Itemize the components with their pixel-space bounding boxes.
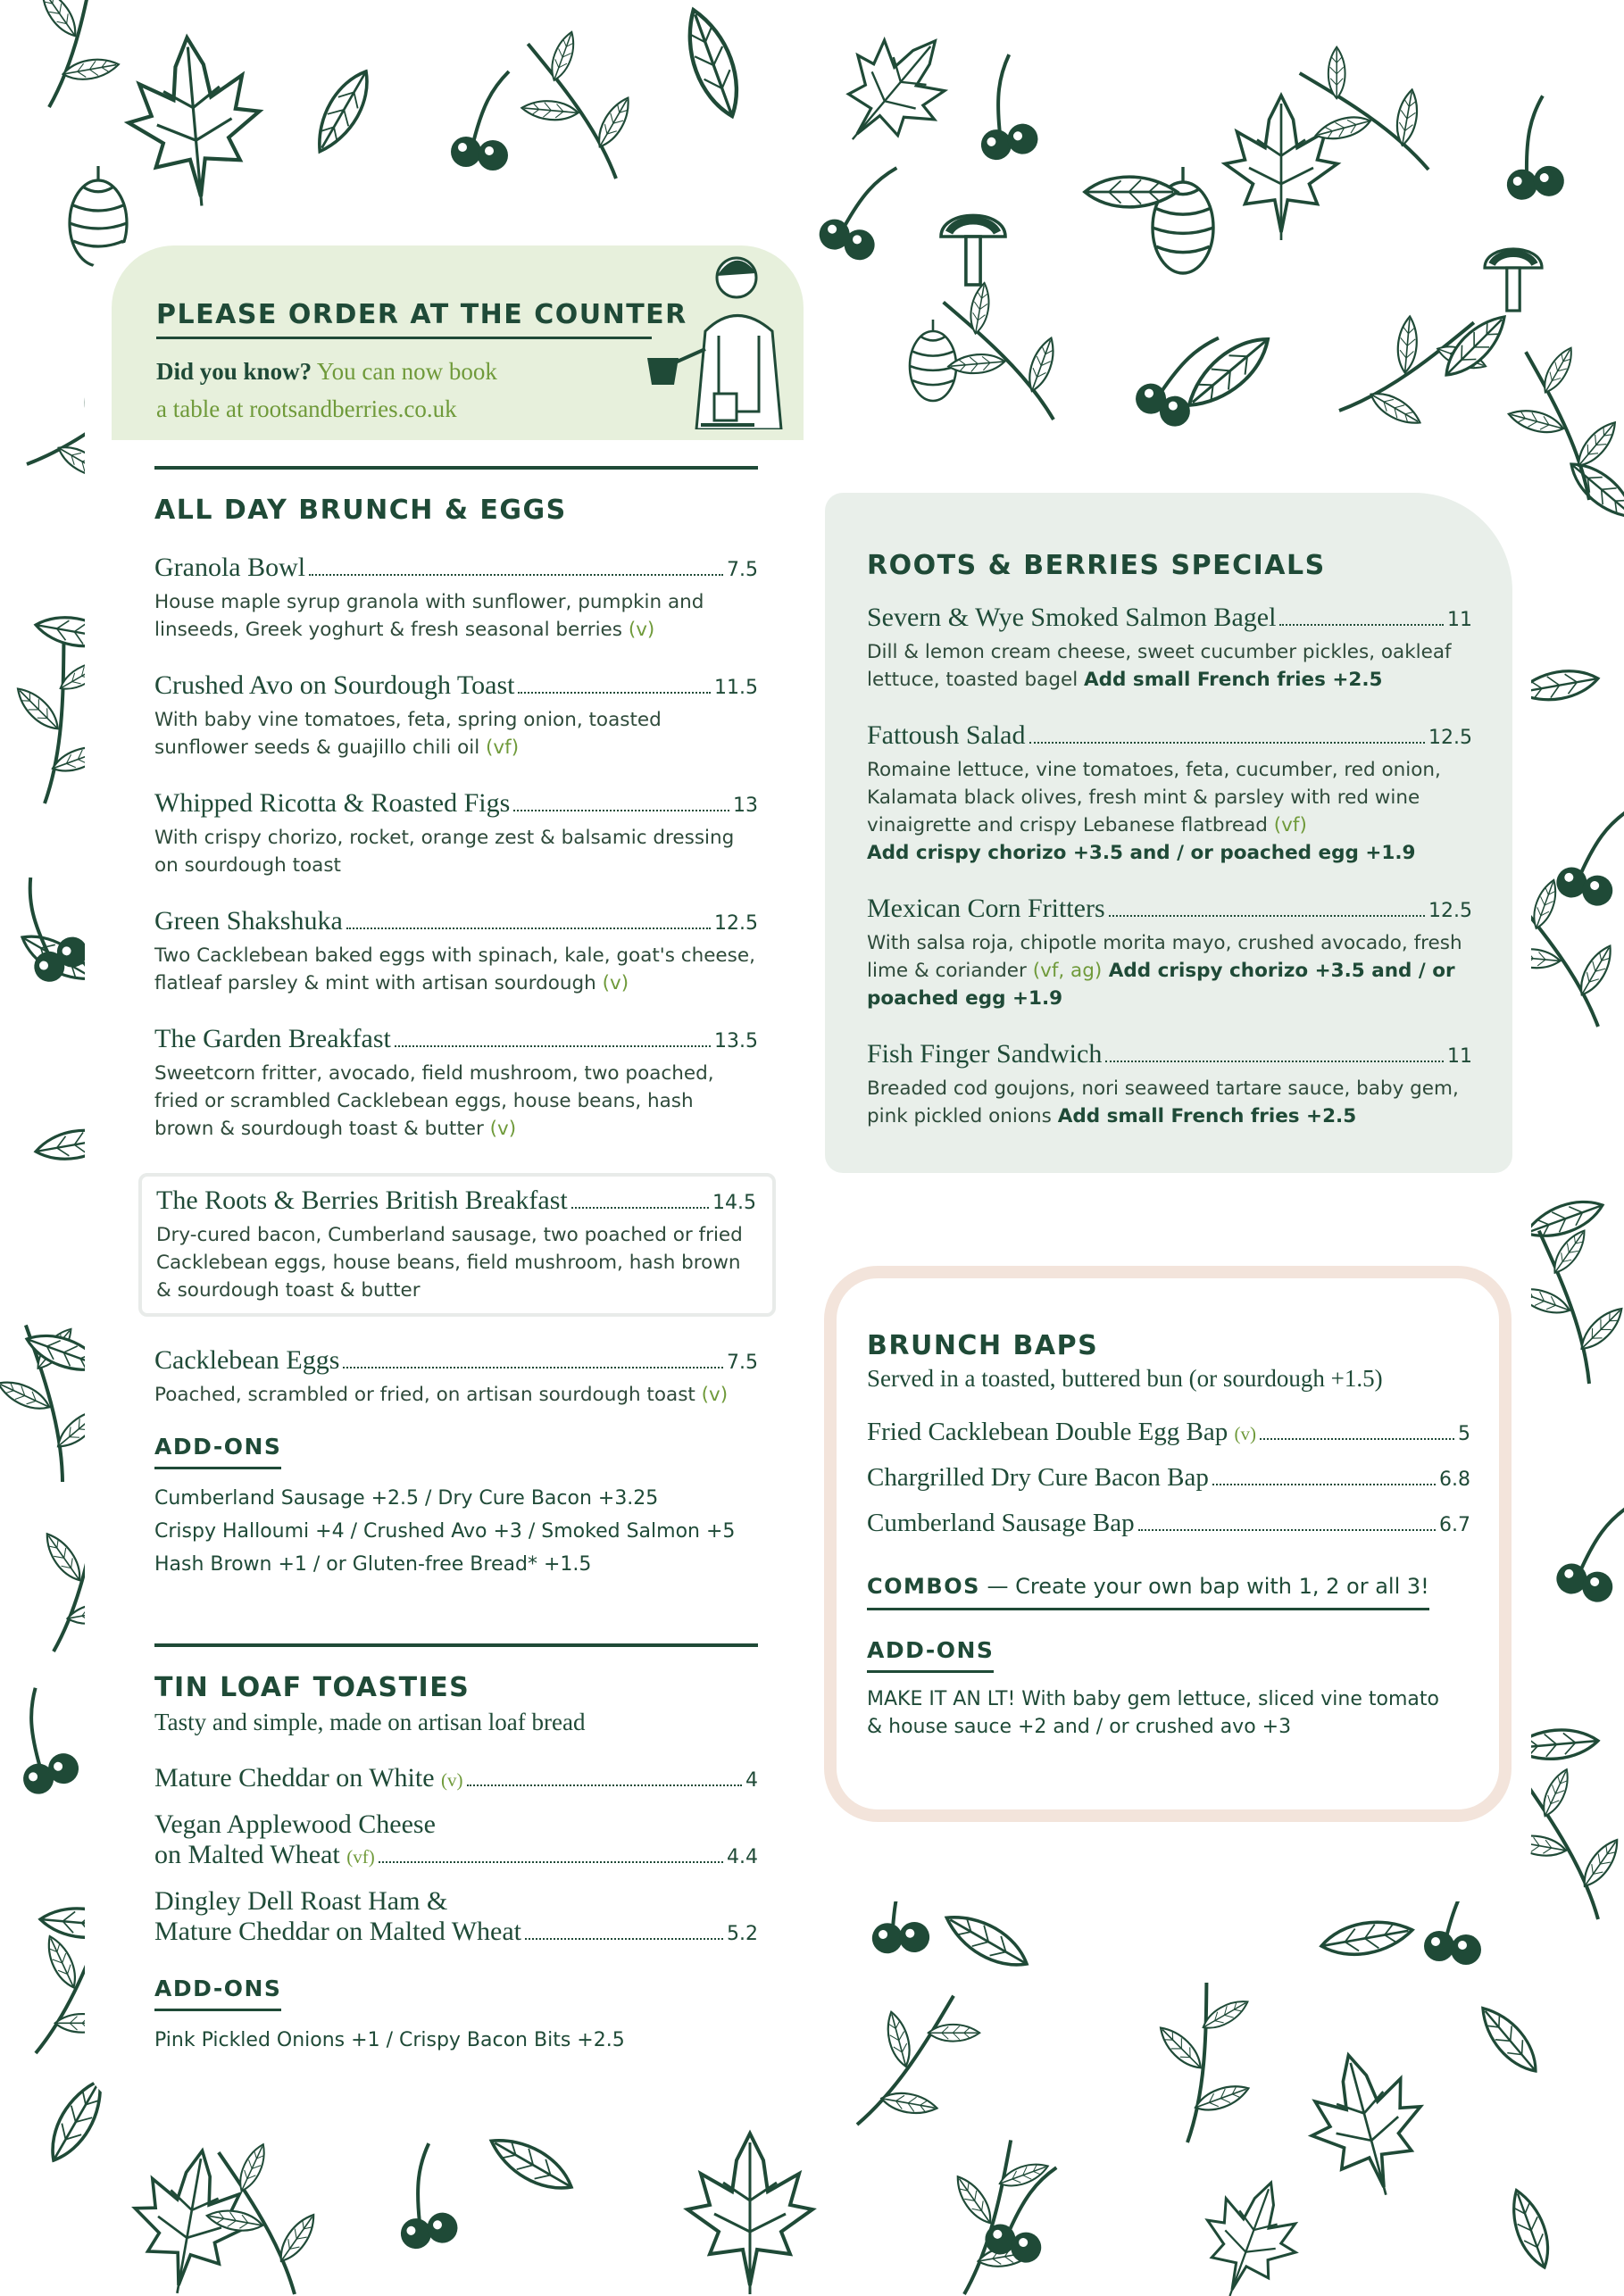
item-price: 11.5 — [714, 677, 758, 699]
diet-tag: (vf) — [346, 1846, 375, 1868]
item-name-line1: Dingley Dell Roast Ham & — [154, 1886, 448, 1916]
special-item-fish-finger — [867, 1039, 1472, 1130]
diet-tag: (v) — [489, 1118, 517, 1140]
addon-line: Crispy Halloumi +4 / Crushed Avo +3 / Smoked Salmon +5 — [154, 1520, 736, 1543]
toasties-section-title: TIN LOAF TOASTIES — [154, 1672, 471, 1703]
diet-tag: (v) — [701, 1384, 729, 1406]
item-price: 12.5 — [1428, 900, 1472, 922]
did-you-know: Did you know? — [156, 358, 312, 385]
item-addon: Add crispy chorizo +3.5 and / or poached egg +1.9 — [867, 960, 1455, 1010]
item-price: 13 — [733, 794, 758, 817]
item-description: Dry-cured bacon, Cumberland sausage, two poached or fried Cacklebean eggs, house beans, field mushroom, hash brown & sourdough toast & butter — [156, 1224, 743, 1302]
item-name: Fish Finger Sandwich — [867, 1039, 1103, 1069]
item-name: Crushed Avo on Sourdough Toast — [154, 670, 515, 700]
item-price: 7.5 — [727, 559, 758, 581]
item-description: House maple syrup granola with sunflower, pumpkin and linseeds, Greek yoghurt & fresh seasonal berries — [154, 591, 704, 641]
menu-item-green-shakshuka — [154, 906, 758, 997]
item-description: With crispy chorizo, rocket, orange zest & balsamic dressing on sourdough toast — [154, 827, 735, 877]
item-name: Mexican Corn Fritters — [867, 894, 1105, 923]
item-name: Fattoush Salad — [867, 720, 1026, 750]
toastie-item-cheddar — [154, 1763, 758, 1793]
item-price: 4.4 — [727, 1846, 758, 1868]
menu-item-whipped-ricotta — [154, 788, 758, 879]
item-price: 4 — [745, 1769, 758, 1792]
item-price: 5 — [1458, 1423, 1470, 1445]
brunch-addons-title: ADD-ONS — [154, 1434, 281, 1469]
item-name: Cumberland Sausage Bap — [867, 1509, 1135, 1537]
item-name: Fried Cacklebean Double Egg Bap — [867, 1418, 1228, 1446]
item-description: With salsa roja, chipotle morita mayo, crushed avocado, fresh lime & coriander — [867, 932, 1462, 982]
content-background-right-bottom — [808, 1830, 1487, 1901]
diet-tag: (vf, ag) — [1032, 960, 1103, 982]
item-addon: Add small French fries +2.5 — [1084, 669, 1383, 691]
item-name: Cacklebean Eggs — [154, 1345, 340, 1375]
left-column — [154, 466, 758, 2057]
baps-section-title: BRUNCH BAPS — [867, 1330, 1099, 1361]
diet-tag: (vf) — [486, 736, 520, 759]
combos-line — [867, 1574, 1429, 1610]
toasties-addons-list: Pink Pickled Onions +1 / Crispy Bacon Bits +2.5 — [154, 2029, 625, 2051]
menu-item-cacklebean-eggs — [154, 1345, 758, 1409]
item-description: With baby vine tomatoes, feta, spring onion, toasted sunflower seeds & guajillo chili oil — [154, 709, 662, 759]
special-item-salmon-bagel — [867, 603, 1472, 694]
special-item-corn-fritters — [867, 894, 1472, 1012]
item-name-line1: Vegan Applewood Cheese — [154, 1809, 436, 1839]
item-description: Dill & lemon cream cheese, sweet cucumber pickles, oakleaf lettuce, toasted bagel — [867, 641, 1452, 691]
book-text-line2: a table at rootsandberries.co.uk — [156, 395, 457, 422]
barista-illustration — [647, 251, 799, 429]
section-rule — [154, 1643, 758, 1647]
brunch-addons-list — [154, 1482, 758, 1581]
bap-item-egg — [867, 1418, 1470, 1447]
specials-section-title: ROOTS & BERRIES SPECIALS — [867, 550, 1326, 581]
brunch-section-title: ALL DAY BRUNCH & EGGS — [154, 495, 567, 526]
diet-tag: (v) — [628, 619, 655, 641]
menu-item-crushed-avo — [154, 670, 758, 761]
diet-tag: (v) — [602, 972, 629, 994]
combos-text: — Create your own bap with 1, 2 or all 3! — [979, 1574, 1429, 1599]
addon-line: Hash Brown +1 / or Gluten-free Bread* +1.5 — [154, 1553, 592, 1576]
special-item-fattoush — [867, 720, 1472, 867]
specials-panel — [825, 493, 1512, 1173]
item-name: Mature Cheddar on White — [154, 1763, 435, 1793]
item-name: The Roots & Berries British Breakfast — [156, 1185, 568, 1215]
menu-item-granola — [154, 553, 758, 644]
toastie-item-roast-ham — [154, 1886, 758, 1947]
diet-tag: (v) — [441, 1769, 463, 1791]
item-price: 11 — [1447, 1045, 1472, 1068]
item-name: Chargrilled Dry Cure Bacon Bap — [867, 1463, 1209, 1492]
item-price: 14.5 — [712, 1192, 756, 1214]
item-addon: Add crispy chorizo +3.5 and / or poached egg +1.9 — [867, 842, 1416, 864]
diet-tag: (v) — [1234, 1423, 1257, 1444]
brunch-items — [154, 553, 758, 1409]
item-price: 11 — [1447, 609, 1472, 631]
addon-line: MAKE IT AN LT! With baby gem lettuce, sliced vine tomato — [867, 1688, 1439, 1710]
item-price: 12.5 — [714, 912, 758, 935]
booking-note — [156, 353, 497, 428]
item-description: Two Cacklebean baked eggs with spinach, kale, goat's cheese, flatleaf parsley & mint with artisan sourdough — [154, 944, 755, 994]
item-name: Whipped Ricotta & Roasted Figs — [154, 788, 511, 818]
menu-item-garden-breakfast — [154, 1024, 758, 1143]
item-addon: Add small French fries +2.5 — [1057, 1105, 1357, 1127]
baps-addons-text — [867, 1685, 1470, 1741]
order-title-underline — [156, 337, 652, 339]
baps-subtitle: Served in a toasted, buttered bun (or sourdough +1.5) — [867, 1365, 1383, 1392]
book-text-line1: You can now book — [312, 358, 497, 385]
order-banner — [112, 245, 804, 440]
addon-line: Cumberland Sausage +2.5 / Dry Cure Bacon +3.25 — [154, 1487, 659, 1510]
item-description: Poached, scrambled or fried, on artisan sourdough toast — [154, 1384, 702, 1406]
bap-item-sausage — [867, 1509, 1470, 1538]
item-name: The Garden Breakfast — [154, 1024, 391, 1053]
item-name: Severn & Wye Smoked Salmon Bagel — [867, 603, 1277, 632]
combos-label: COMBOS — [867, 1574, 980, 1599]
item-price: 13.5 — [714, 1030, 758, 1052]
bap-item-bacon — [867, 1463, 1470, 1493]
item-price: 5.2 — [727, 1923, 758, 1945]
item-name: Mature Cheddar on Malted Wheat — [154, 1917, 521, 1946]
diet-tag: (vf) — [1273, 814, 1307, 836]
item-price: 12.5 — [1428, 727, 1472, 749]
menu-item-british-breakfast-featured — [138, 1173, 776, 1317]
item-price: 6.7 — [1439, 1514, 1470, 1536]
item-name: Green Shakshuka — [154, 906, 343, 936]
toasties-subtitle: Tasty and simple, made on artisan loaf bread — [154, 1709, 586, 1735]
item-name: on Malted Wheat — [154, 1840, 340, 1869]
addon-line: & house sauce +2 and / or crushed avo +3 — [867, 1716, 1292, 1738]
baps-panel — [824, 1266, 1512, 1822]
toastie-item-vegan-applewood — [154, 1809, 758, 1870]
baps-addons-title: ADD-ONS — [867, 1637, 994, 1673]
item-price: 7.5 — [727, 1352, 758, 1374]
item-description: Sweetcorn fritter, avocado, field mushroom, two poached, fried or scrambled Cacklebean eggs, house beans, hash brown & sourdough toast & butter — [154, 1062, 714, 1140]
item-name: Granola Bowl — [154, 553, 306, 582]
order-title: PLEASE ORDER AT THE COUNTER — [156, 299, 687, 330]
item-description: Romaine lettuce, vine tomatoes, feta, cucumber, red onion, Kalamata black olives, fresh mint & parsley with red wine vinaigrette and crispy Lebanese flatbread — [867, 759, 1441, 836]
item-description: Breaded cod goujons, nori seaweed tartare sauce, baby gem, pink pickled onions — [867, 1077, 1459, 1127]
section-rule — [154, 466, 758, 470]
toasties-addons-title: ADD-ONS — [154, 1976, 281, 2011]
item-price: 6.8 — [1439, 1468, 1470, 1491]
